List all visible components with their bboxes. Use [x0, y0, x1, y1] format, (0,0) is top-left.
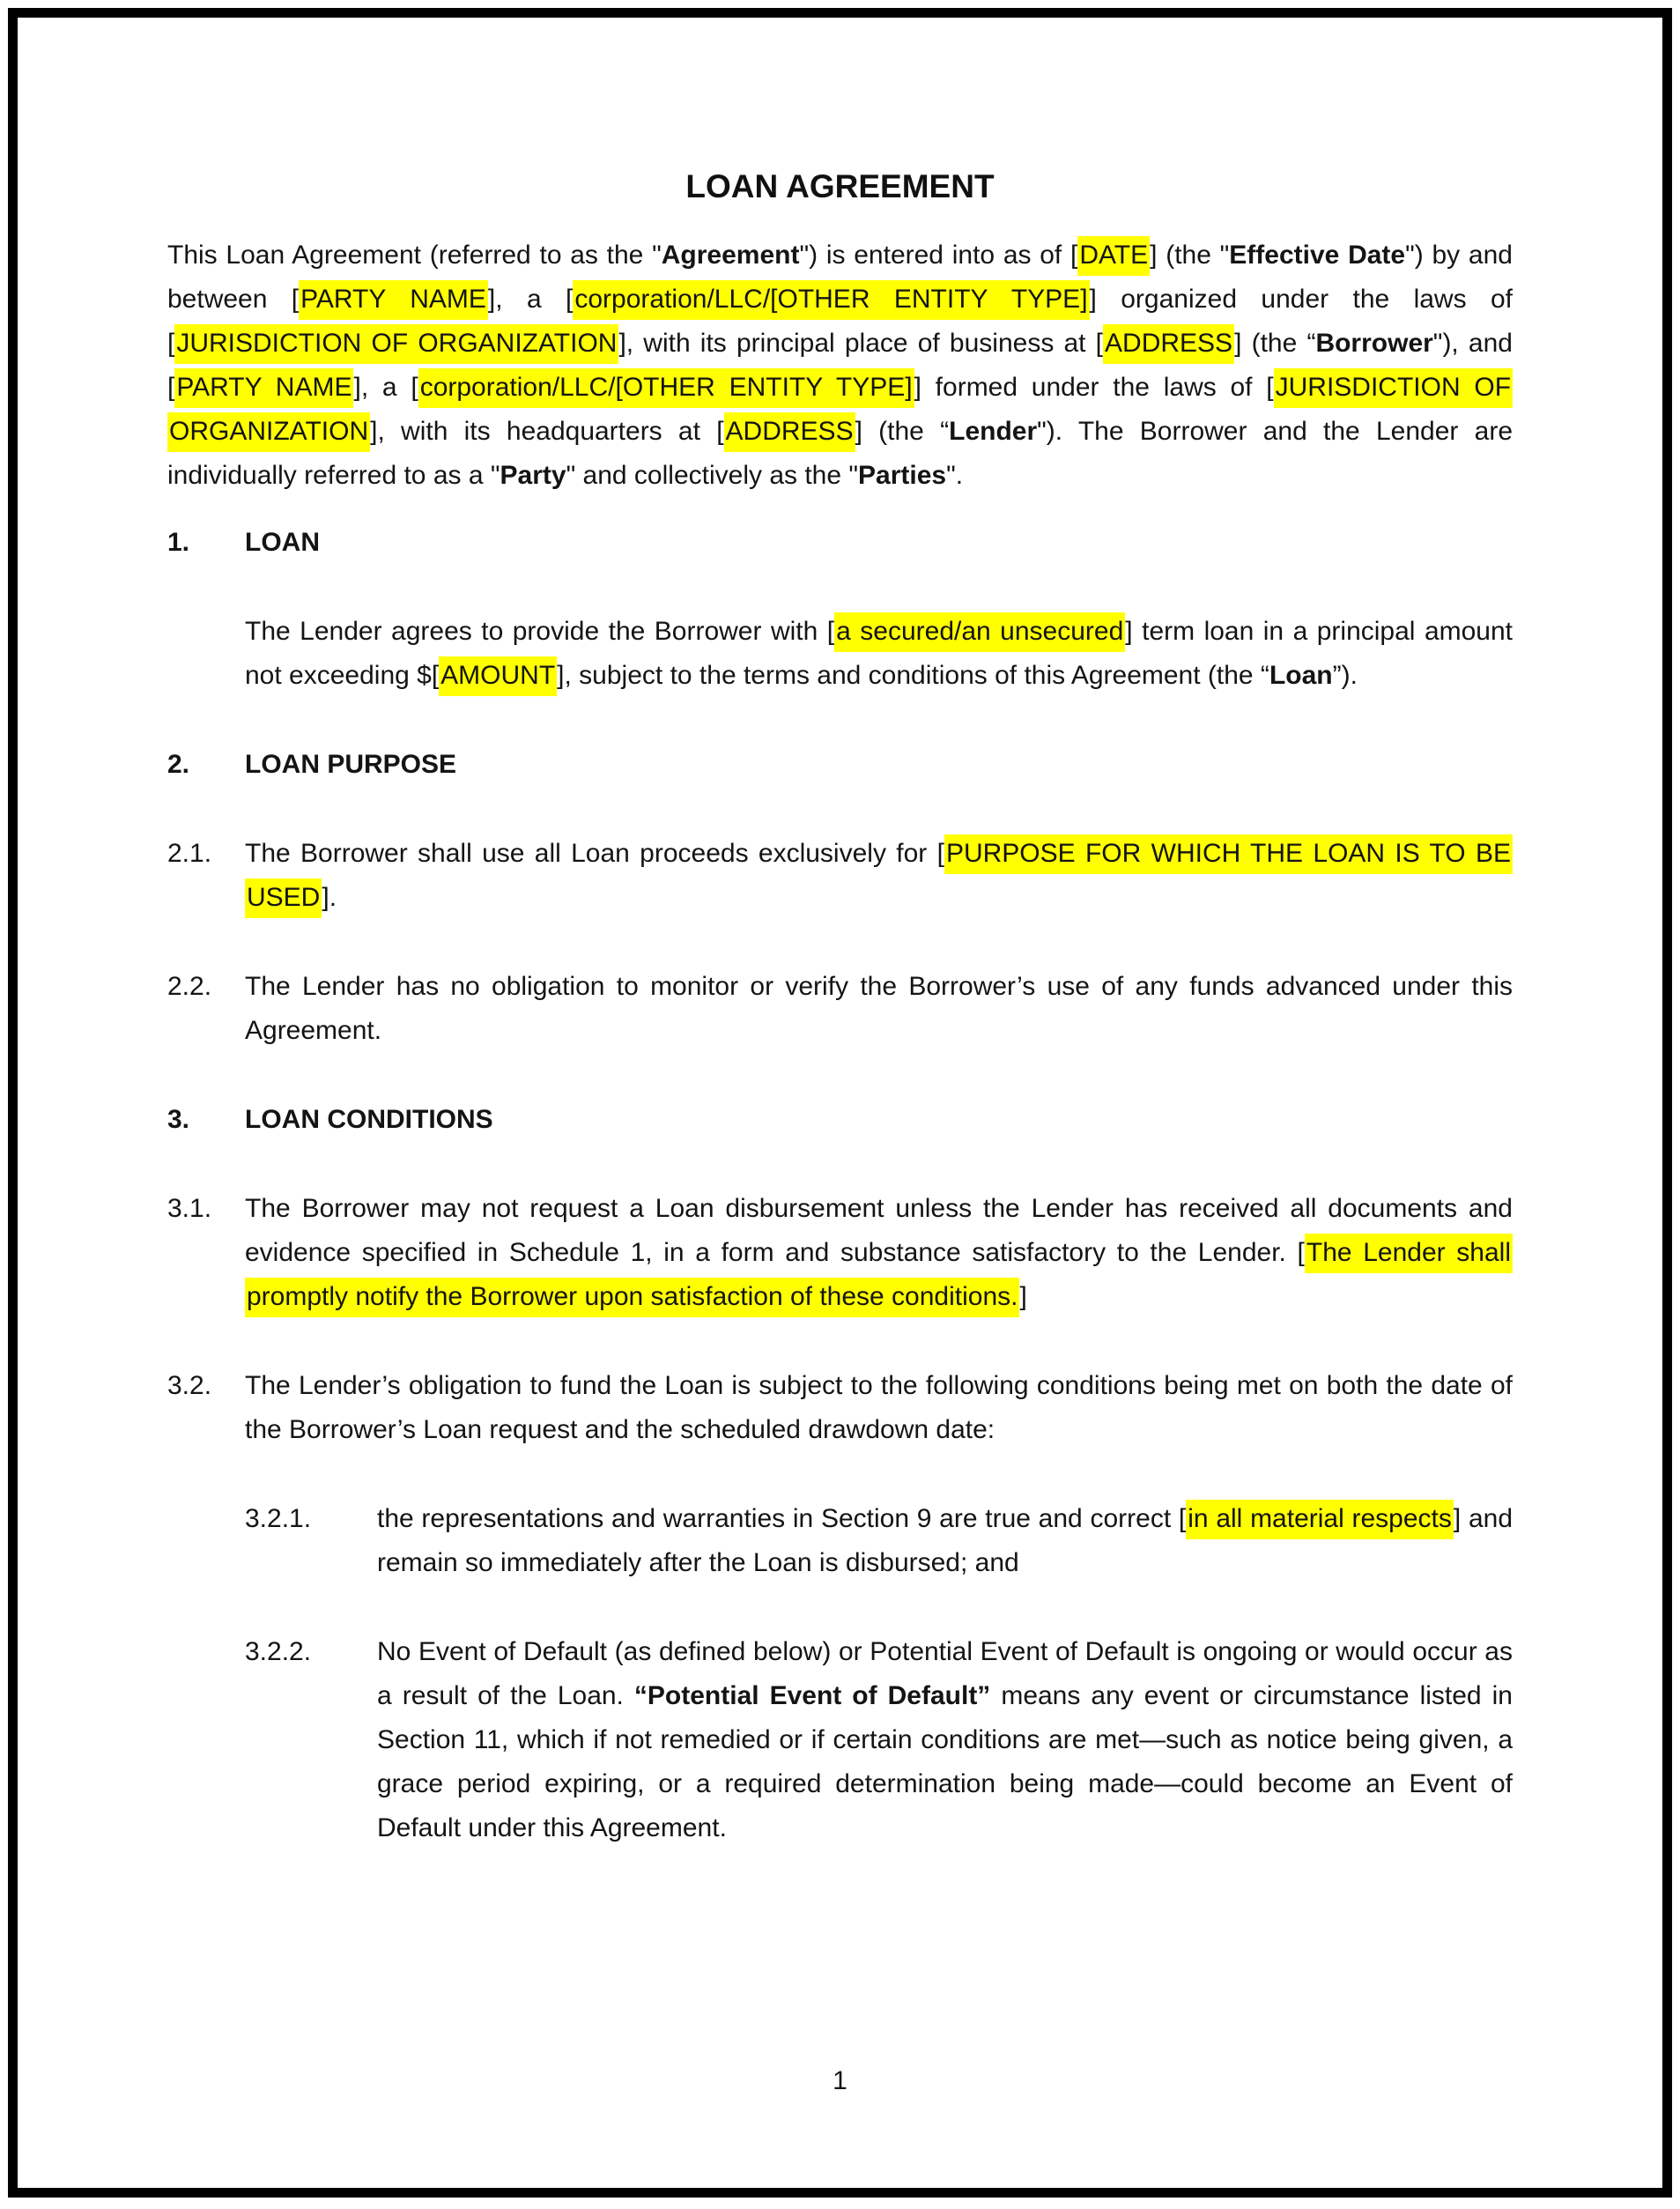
text-run: ] (the “ [855, 417, 950, 446]
section-heading-text: LOAN PURPOSE [245, 750, 457, 779]
clause-number: 2.2. [167, 972, 212, 1001]
text-run: The Lender’s obligation to fund the Loan is subject to the following conditions being met on both the date of the Borrower’s Loan request and the scheduled drawdown date: [245, 1371, 1513, 1444]
text-run: No Event of Default (as defined below) or Potential Event of Default is ongoing or would occur as a result of the Loan. [377, 1637, 1513, 1710]
section-number: 3. [167, 1105, 190, 1134]
text-run: Loan [1269, 661, 1333, 690]
text-run: ]. [322, 883, 337, 912]
text-run: ] and remain so immediately after the Loan is disbursed; and [377, 1504, 1513, 1577]
text-run: Effective Date [1229, 241, 1406, 270]
clause-paragraph [167, 1187, 1513, 1319]
section-heading [167, 521, 1513, 565]
clause-number: 3.1. [167, 1194, 212, 1223]
document-title: LOAN AGREEMENT [685, 168, 995, 204]
text-run: ], a [ [487, 285, 574, 314]
text-run: The Lender has no obligation to monitor or verify the Borrower’s use of any funds advanced under this Agreement. [245, 972, 1513, 1045]
text-run: Party [500, 461, 566, 490]
text-run: ] formed under the laws of [ [914, 373, 1274, 402]
text-run: " and collectively as the " [566, 461, 859, 490]
text-run: ". [946, 461, 964, 490]
text-run: ] (the " [1150, 241, 1230, 270]
section-heading-text: LOAN [245, 528, 320, 557]
highlighted-placeholder: in all material respects [1186, 1500, 1454, 1539]
highlighted-placeholder: corporation/LLC/[OTHER ENTITY TYPE] [418, 368, 914, 408]
text-run: The Borrower may not request a Loan disbursement unless the Lender has received all documents and evidence specified in Schedule 1, in a form and substance satisfactory to the Lender. [ [245, 1194, 1513, 1267]
highlighted-placeholder: PURPOSE FOR WHICH THE LOAN IS TO BE USED [245, 834, 1513, 918]
clause-paragraph [167, 832, 1513, 920]
highlighted-placeholder: The Lender shall promptly notify the Borrower upon satisfaction of these conditions. [245, 1234, 1513, 1317]
text-run: means any event or circumstance listed in Section 11, which if not remedied or if certain conditions are met—such as notice being given, a grace period expiring, or a required determination being made—could become an Event of Default under this Agreement. [377, 1681, 1513, 1842]
section-heading [167, 1098, 1513, 1142]
section-heading-text: LOAN CONDITIONS [245, 1105, 493, 1134]
text-run: "). The Borrower and the Lender are individually referred to as a " [167, 417, 1513, 490]
text-run: ], subject to the terms and conditions of this Agreement (the “ [557, 661, 1269, 690]
section-number: 2. [167, 750, 190, 779]
text-run: ] (the “ [1234, 329, 1316, 358]
page-number: 1 [833, 2066, 847, 2095]
text-run: ] organized under the laws of [ [167, 285, 1513, 358]
text-run: This Loan Agreement (referred to as the " [167, 241, 662, 270]
clause-paragraph [167, 1364, 1513, 1452]
highlighted-placeholder: a secured/an unsecured [834, 612, 1125, 652]
text-run: the representations and warranties in Section 9 are true and correct [ [377, 1504, 1187, 1533]
text-run: "), and [ [167, 329, 1513, 402]
highlighted-placeholder: ADDRESS [724, 412, 855, 452]
text-run: ] term loan in a principal amount not exceeding $[ [245, 617, 1513, 690]
intro-paragraph [167, 234, 1513, 498]
text-run: Borrower [1315, 329, 1433, 358]
clause-paragraph [167, 610, 1513, 698]
clause-number: 3.2.1. [245, 1504, 312, 1533]
highlighted-placeholder: JURISDICTION OF ORGANIZATION [167, 368, 1513, 452]
section-number: 1. [167, 528, 190, 557]
text-run: ") by and between [ [167, 241, 1513, 314]
highlighted-placeholder: corporation/LLC/[OTHER ENTITY TYPE] [573, 280, 1089, 320]
text-run: ], with its principal place of business at [ [618, 329, 1104, 358]
text-run: ] [1019, 1282, 1027, 1311]
text-run: Parties [858, 461, 947, 490]
text-run: ") is entered into as of [ [799, 241, 1078, 270]
text-run: The Lender agrees to provide the Borrower with [ [245, 617, 835, 646]
text-run: The Borrower shall use all Loan proceeds exclusively for [ [245, 839, 944, 868]
clause-number: 3.2.2. [245, 1637, 312, 1666]
highlighted-placeholder: AMOUNT [439, 656, 557, 696]
highlighted-placeholder: PARTY NAME [299, 280, 488, 320]
document-body [167, 234, 1513, 1850]
section-heading [167, 743, 1513, 787]
text-run: ”). [1332, 661, 1358, 690]
text-run: “Potential Event of Default” [633, 1681, 991, 1710]
highlighted-placeholder: ADDRESS [1103, 324, 1234, 364]
highlighted-placeholder: PARTY NAME [174, 368, 353, 408]
clause-paragraph [167, 965, 1513, 1053]
clause-paragraph [167, 1497, 1513, 1585]
clause-number: 2.1. [167, 839, 212, 868]
text-run: ], with its headquarters at [ [370, 417, 724, 446]
highlighted-placeholder: DATE [1077, 236, 1150, 276]
document-content [167, 0, 1513, 1895]
clause-number: 3.2. [167, 1371, 212, 1400]
text-run: ], a [ [353, 373, 418, 402]
text-run: Lender [949, 417, 1038, 446]
clause-paragraph [167, 1630, 1513, 1850]
text-run: Agreement [661, 241, 800, 270]
highlighted-placeholder: JURISDICTION OF ORGANIZATION [174, 324, 618, 364]
